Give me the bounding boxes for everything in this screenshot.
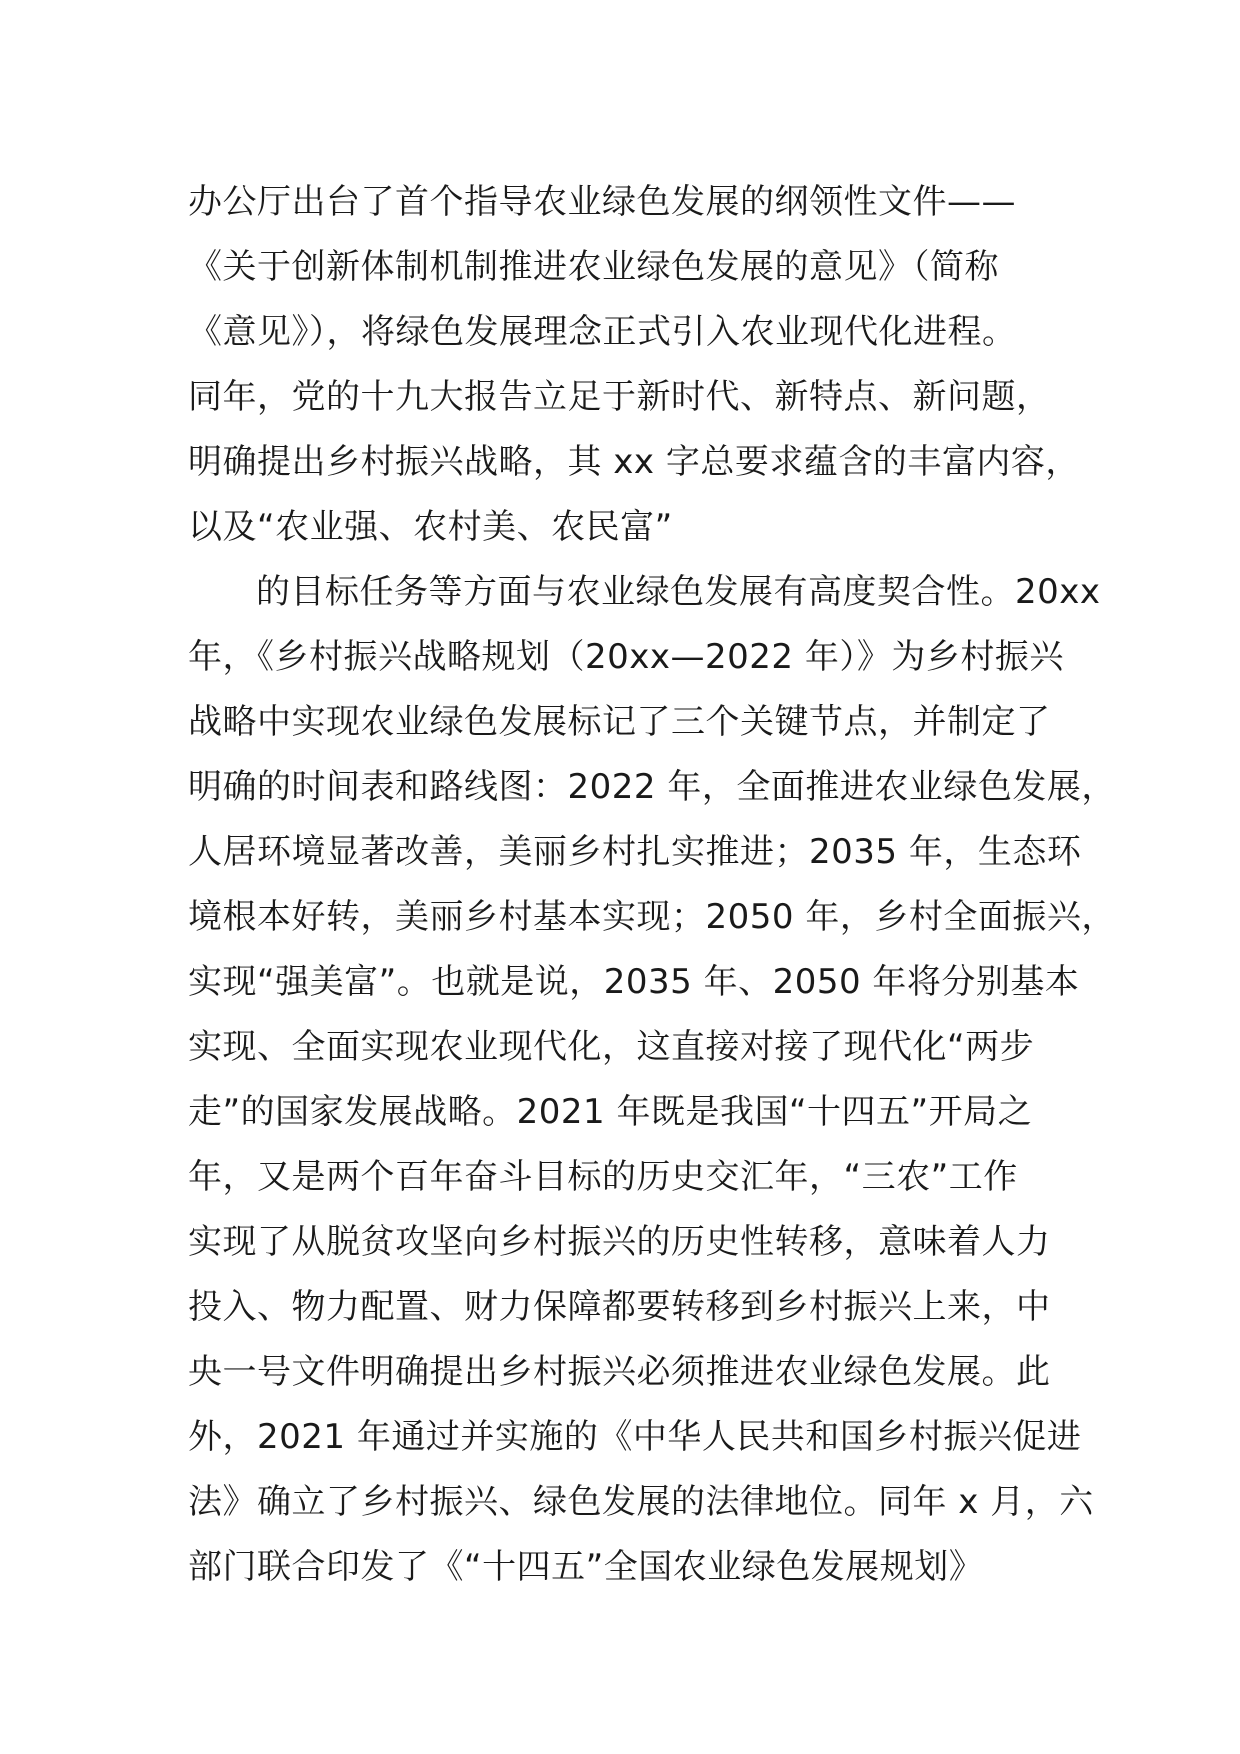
text-line: 部门联合印发了《“十四五”全国农业绿色发展规划》 xyxy=(188,1547,984,1587)
text-line: 明确的时间表和路线图：2022 年，全面推进农业绿色发展， xyxy=(188,767,1116,807)
body-text xyxy=(188,170,1116,1600)
text-line: 实现了从脱贫攻坚向乡村振兴的历史性转移，意味着人力 xyxy=(188,1222,1051,1262)
text-line: 外，2021 年通过并实施的《中华人民共和国乡村振兴促进 xyxy=(188,1417,1082,1457)
text-line-indented: 的目标任务等方面与农业绿色发展有高度契合性。20xx xyxy=(256,572,1101,612)
text-line: 战略中实现农业绿色发展标记了三个关键节点，并制定了 xyxy=(188,702,1051,742)
text-line: 实现、全面实现农业现代化，这直接对接了现代化“两步 xyxy=(188,1027,1035,1067)
text-line: 央一号文件明确提出乡村振兴必须推进农业绿色发展。此 xyxy=(188,1352,1051,1392)
text-line: 《关于创新体制机制推进农业绿色发展的意见》（简称 xyxy=(188,247,999,287)
text-line: 走”的国家发展战略。2021 年既是我国“十四五”开局之 xyxy=(188,1092,1033,1132)
text-line: 投入、物力配置、财力保障都要转移到乡村振兴上来，中 xyxy=(188,1287,1051,1327)
text-line: 境根本好转，美丽乡村基本实现；2050 年，乡村全面振兴， xyxy=(188,897,1116,937)
text-line: 年，《乡村振兴战略规划（20xx—2022 年）》为乡村振兴 xyxy=(188,637,1064,677)
text-line: 明确提出乡村振兴战略，其 xx 字总要求蕴含的丰富内容， xyxy=(188,442,1080,482)
text-line: 办公厅出台了首个指导农业绿色发展的纲领性文件—— xyxy=(188,182,1016,222)
text-line: 年，又是两个百年奋斗目标的历史交汇年，“三农”工作 xyxy=(188,1157,1018,1197)
text-line: 人居环境显著改善，美丽乡村扎实推进；2035 年，生态环 xyxy=(188,832,1082,872)
text-line: 实现“强美富”。也就是说，2035 年、2050 年将分别基本 xyxy=(188,962,1080,1002)
text-line: 同年，党的十九大报告立足于新时代、新特点、新问题， xyxy=(188,377,1051,417)
text-line: 以及“农业强、农村美、农民富” xyxy=(188,507,673,547)
text-line: 法》确立了乡村振兴、绿色发展的法律地位。同年 x 月，六 xyxy=(188,1482,1094,1522)
text-line: 《意见》），将绿色发展理念正式引入农业现代化进程。 xyxy=(188,312,1017,352)
